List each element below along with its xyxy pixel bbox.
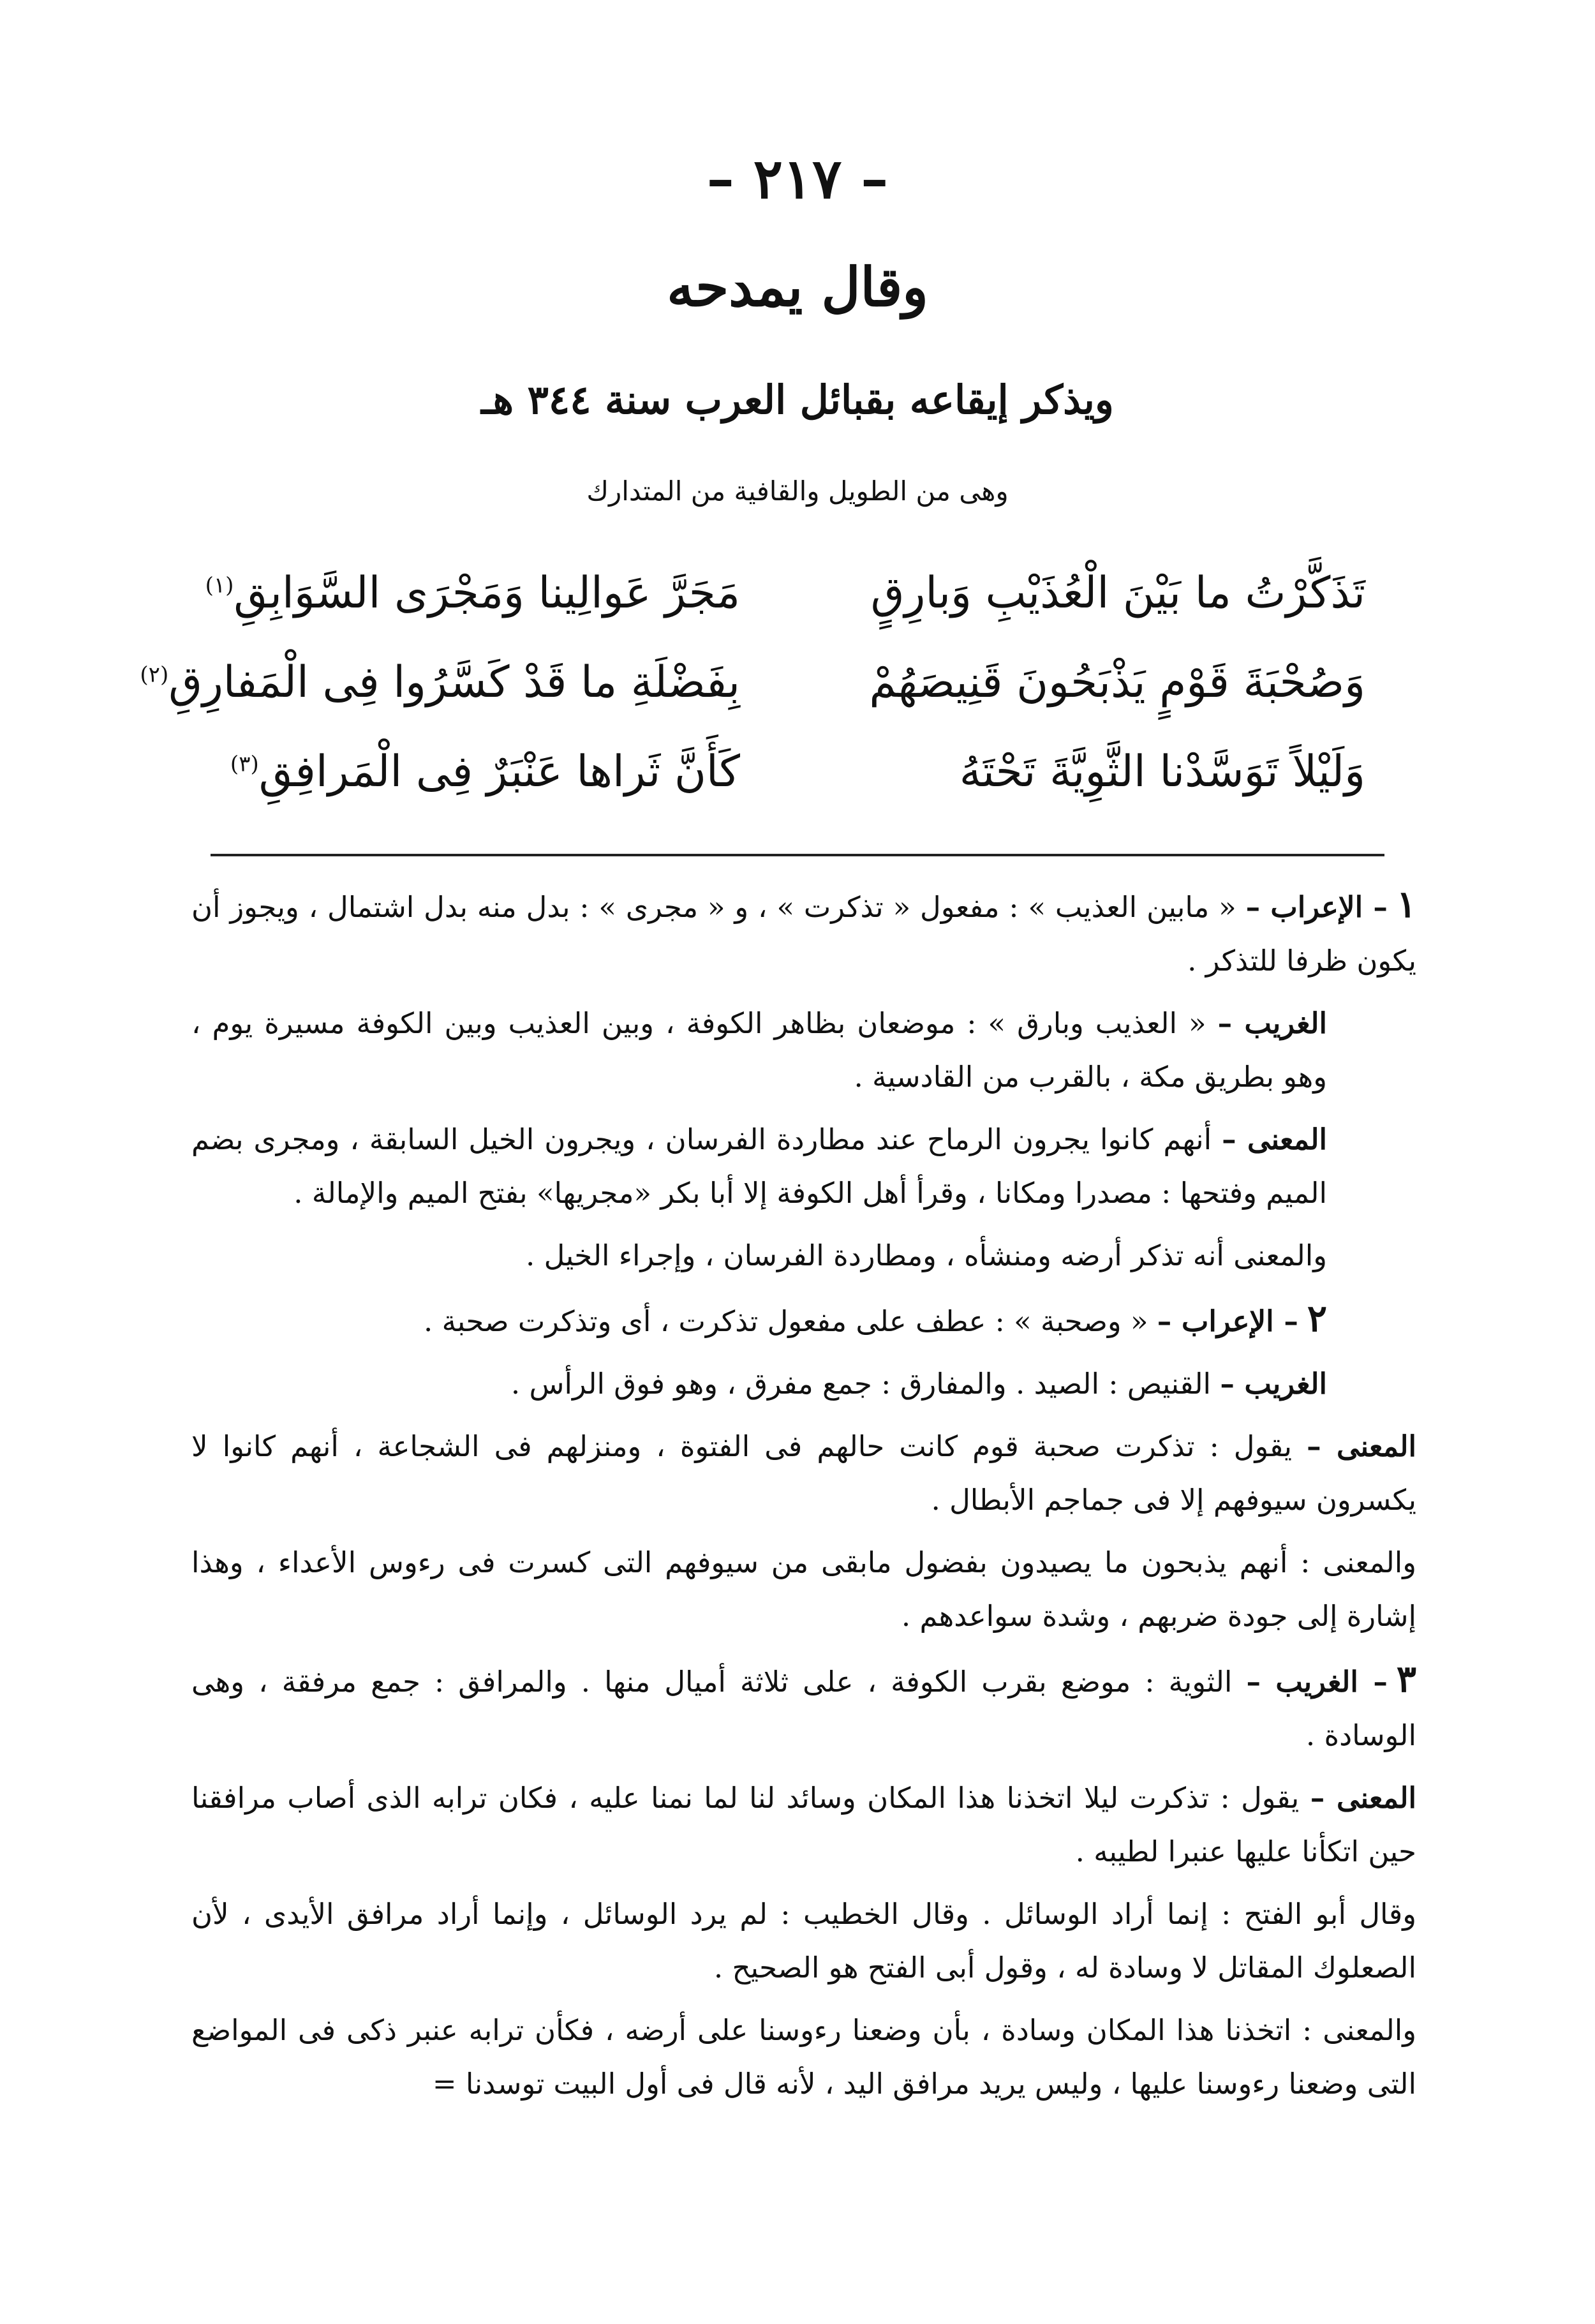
note-text: « وصحبة » : عطف على مفعول تذكرت ، أى وتذكرت صحبة .	[424, 1304, 1148, 1338]
note-label: الغريب –	[1220, 1367, 1327, 1401]
note-label: المعنى –	[1222, 1122, 1327, 1156]
verse-3	[204, 727, 1365, 817]
verse-1	[204, 549, 1365, 638]
footnote-mark-2: (٢)	[140, 662, 169, 688]
note-label: – الغريب –	[1246, 1665, 1388, 1699]
commentary-block	[191, 877, 1416, 2120]
note-number: ١	[1396, 883, 1416, 926]
page-number: – ٢١٧ –	[706, 147, 889, 211]
note-text: وقال أبو الفتح : إنما أراد الوسائل . وقال الخطيب : لم يرد الوسائل ، وإنما أراد مرافق الأيدى ، لأن الصعلوك المقاتل لا وسادة له ، وقول أبى الفتح هو الصحيح .	[191, 1897, 1416, 1985]
note-text: يقول : تذكرت ليلا اتخذنا هذا المكان وسائد لنا لما نمنا عليه ، فكان ترابه الذى أصاب مرافقنا حين اتكأنا عليها عنبرا لطيبه .	[191, 1781, 1416, 1868]
note-1-gharib	[191, 997, 1416, 1104]
note-text: « مابين العذيب » : مفعول « تذكرت » ، و « مجرى » : بدل منه بدل اشتمال ، ويجوز أن يكون ظرفا للتذكر .	[191, 890, 1416, 978]
note-3-opinions	[191, 1888, 1416, 1995]
verse-1-first-hemistich: تَذَكَّرْتُ ما بَيْنَ الْعُذَيْبِ وَبارِقٍ	[870, 568, 1365, 618]
note-label: المعنى –	[1310, 1781, 1416, 1815]
meter-note: وهى من الطويل والقافية من المتدارك	[586, 475, 1009, 507]
note-number: ٣	[1396, 1657, 1416, 1701]
note-text: والمعنى : اتخذنا هذا المكان وسادة ، بأن وضعنا رءوسنا على أرضه ، فكأن ترابه عنبر ذكى فى المواضع التى وضعنا رءوسنا عليها ، وليس يريد مرافق اليد ، لأنه قال فى أول البيت توسدنا =	[191, 2013, 1416, 2101]
note-text: القنيص : الصيد . والمفارق : جمع مفرق ، وهو فوق الرأس .	[510, 1367, 1212, 1401]
note-label: المعنى –	[1307, 1429, 1416, 1463]
note-3-summary	[191, 2004, 1416, 2111]
verse-2	[140, 638, 1365, 727]
verse-3-second-text: كَأَنَّ ثَراها عَنْبَرٌ فِى الْمَرافِقِ	[258, 747, 740, 797]
note-label: – الإعراب –	[1157, 1304, 1298, 1338]
note-number: ٢	[1307, 1297, 1327, 1340]
poem-title: وقال يمدحه	[667, 255, 928, 318]
poem-subtitle: ويذكر إيقاعه بقبائل العرب سنة ٣٤٤ هـ	[481, 376, 1114, 423]
note-2-summary	[191, 1536, 1416, 1643]
verse-1-second-hemistich	[204, 549, 740, 638]
note-text: « العذيب وبارق » : موضعان بظاهر الكوفة ، وبين العذيب وبين الكوفة مسيرة يوم ، وهو بطريق مكة ، بالقرب من القادسية .	[191, 1006, 1327, 1094]
note-text: يقول : تذكرت صحبة قوم كانت حالهم فى الفتوة ، ومنزلهم فى الشجاعة ، أنهم كانوا لا يكسرون سيوفهم إلا فى جماجم الأبطال .	[191, 1429, 1416, 1517]
verse-1-second-text: مَجَرَّ عَوالِينا وَمَجْرَى السَّوَابِقِ	[234, 568, 740, 618]
verses-block	[140, 549, 1365, 817]
note-1-summary	[191, 1229, 1416, 1283]
note-2-maana	[191, 1420, 1416, 1527]
note-1-maana	[191, 1113, 1416, 1220]
verse-2-second-hemistich	[140, 638, 740, 727]
note-text: والمعنى أنه تذكر أرضه ومنشأه ، ومطاردة الفرسان ، وإجراء الخيل .	[526, 1239, 1327, 1272]
verse-3-second-hemistich	[204, 727, 740, 817]
note-3-maana	[191, 1771, 1416, 1879]
note-label: – الإعراب –	[1245, 890, 1388, 924]
footnote-divider	[211, 854, 1384, 856]
verse-2-second-text: بِفَضْلَةِ ما قَدْ كَسَّرُوا فِى الْمَفارِقِ	[168, 657, 740, 708]
note-2-irab	[191, 1292, 1416, 1348]
note-1-irab	[191, 877, 1416, 988]
note-label: الغريب –	[1217, 1006, 1327, 1040]
verse-3-first-hemistich: وَلَيْلاً تَوَسَّدْنا الثَّوِيَّةَ تَحْتَهُ	[959, 747, 1365, 797]
footnote-mark-3: (٣)	[230, 751, 259, 777]
note-3-gharib	[191, 1652, 1416, 1762]
note-text: الثوية : موضع بقرب الكوفة ، على ثلاثة أميال منها . والمرافق : جمع مرفقة ، وهى الوسادة .	[191, 1665, 1416, 1752]
note-2-gharib	[191, 1357, 1416, 1411]
note-text: أنهم كانوا يجرون الرماح عند مطاردة الفرسان ، ويجرون الخيل السابقة ، ومجرى بضم الميم وفتحها : مصدرا ومكانا ، وقرأ أهل الكوفة إلا أبا بكر «مجريها» بفتح الميم والإمالة .	[191, 1122, 1327, 1210]
footnote-mark-1: (١)	[205, 572, 234, 599]
verse-2-first-hemistich: وَصُحْبَةَ قَوْمٍ يَذْبَحُونَ قَنِيصَهُمْ	[869, 657, 1365, 708]
note-text: والمعنى : أنهم يذبحون ما يصيدون بفضول مابقى من سيوفهم التى كسرت فى رءوس الأعداء ، وهذا إشارة إلى جودة ضربهم ، وشدة سواعدهم .	[191, 1546, 1416, 1633]
